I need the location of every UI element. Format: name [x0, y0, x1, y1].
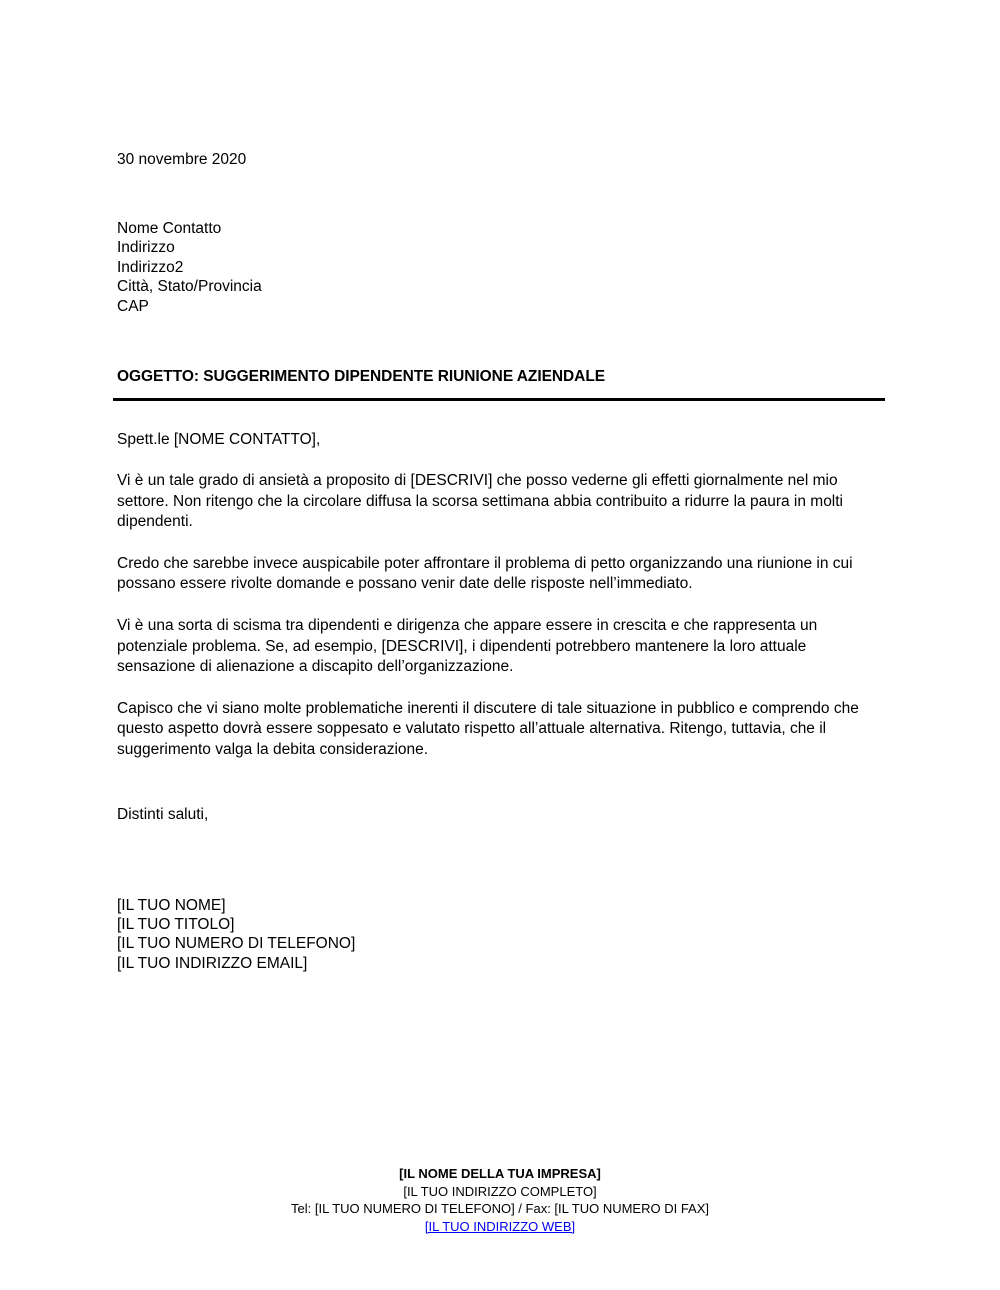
footer-address: [IL TUO INDIRIZZO COMPLETO] — [403, 1183, 597, 1199]
recipient-address-block — [117, 219, 885, 316]
page-footer — [0, 1165, 1000, 1235]
address-line: Città, Stato/Provincia — [117, 278, 262, 296]
subject-line: OGGETTO: SUGGERIMENTO DIPENDENTE RIUNIONE AZIENDALE — [117, 368, 606, 386]
address-line: CAP — [117, 297, 149, 315]
body-paragraph: Capisco che vi siano molte problematiche inerenti il discutere di tale situazione in pubblico e comprendo che questo aspetto dovrà essere soppesato e valutato rispetto all’attuale alternativa. Ritengo, tuttavia, che il suggerimento valga la debita considerazione. — [117, 699, 859, 758]
letter-body — [117, 150, 885, 973]
body-paragraph: Vi è una sorta di scisma tra dipendenti e dirigenza che appare essere in crescita e che rappresenta un potenziale problema. Se, ad esempio, [DESCRIVI], i dipendenti potrebbero mantenere la loro attuale sensazione di alienazione a discapito dell’organizzazione. — [117, 617, 818, 676]
footer-company-name: [IL NOME DELLA TUA IMPRESA] — [399, 1166, 601, 1181]
signature-line: [IL TUO NUMERO DI TELEFONO] — [117, 935, 356, 953]
body-paragraph: Vi è un tale grado di ansietà a proposito di [DESCRIVI] che posso vederne gli effetti giornalmente nel mio settore. Non ritengo che la circolare diffusa la scorsa settimana abbia contribuito a ridurre la paura in molti dipendenti. — [117, 472, 844, 531]
footer-website-row — [0, 1218, 1000, 1236]
signature-line: [IL TUO TITOLO] — [117, 915, 235, 933]
address-line: Indirizzo2 — [117, 258, 184, 276]
address-line: Indirizzo — [117, 239, 175, 257]
footer-website-link[interactable]: [IL TUO INDIRIZZO WEB] — [424, 1218, 576, 1234]
address-line: Nome Contatto — [117, 220, 222, 237]
salutation: Spett.le [NOME CONTATTO], — [117, 431, 321, 449]
date-line: 30 novembre 2020 — [117, 151, 247, 168]
subject-section — [117, 367, 885, 401]
signature-line: [IL TUO INDIRIZZO EMAIL] — [117, 954, 308, 972]
body-paragraph: Credo che sarebbe invece auspicabile poter affrontare il problema di petto organizzando una riunione in cui possano essere rivolte domande e possano venir date delle risposte nell’immediato. — [117, 554, 853, 593]
signature-line: [IL TUO NOME] — [117, 896, 226, 914]
signature-block — [117, 896, 885, 974]
closing-line: Distinti saluti, — [117, 805, 209, 823]
subject-divider-rule — [113, 398, 885, 401]
footer-contact: Tel: [IL TUO NUMERO DI TELEFONO] / Fax: [IL TUO NUMERO DI FAX] — [291, 1201, 709, 1216]
